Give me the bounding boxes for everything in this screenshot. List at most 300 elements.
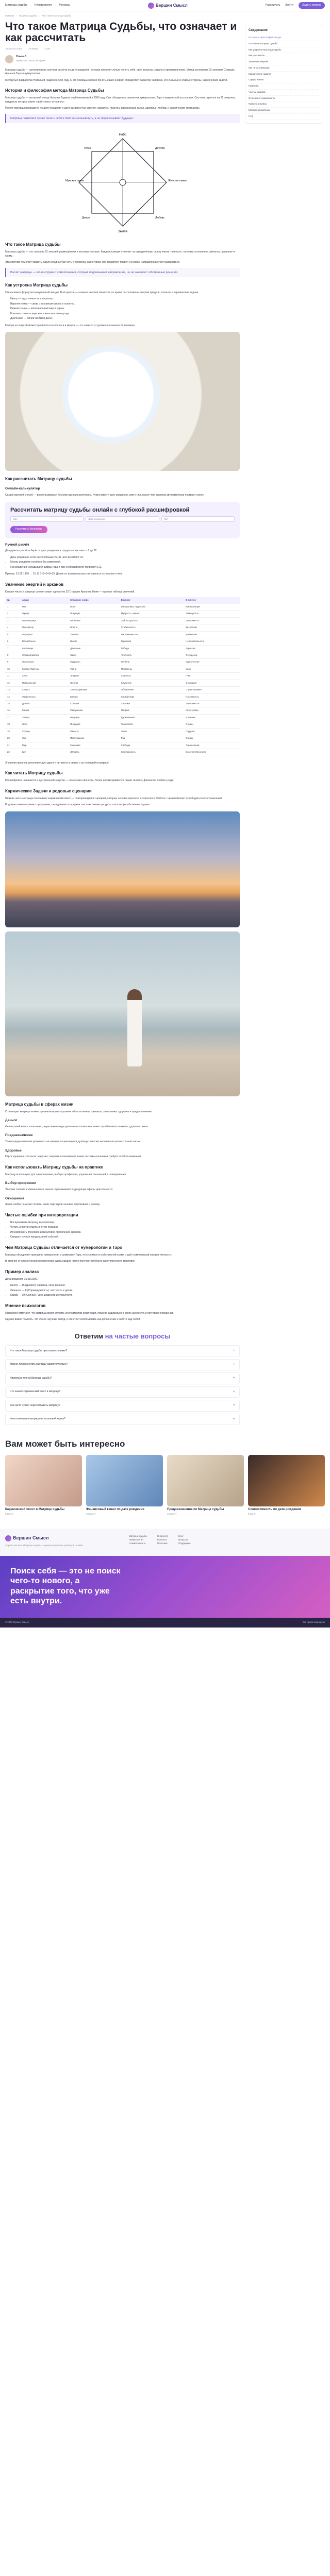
table-row	[5, 742, 240, 749]
paragraph: Эта система помогает увидеть, какие ресурсы уже есть у человека, какие уроки ему предстоит пройти и в каком направлении стоит развиваться.	[5, 261, 180, 264]
logo-text: Вершин Смысл	[155, 3, 188, 8]
table-cell: Колесо Фортуны	[20, 666, 68, 672]
read-time: 15 минут	[28, 47, 38, 50]
list-item: • Карма — 19 (Солнце): урок щедрости и открытости.	[10, 1294, 240, 1298]
paragraph: Пример: 15.08.1990 → 15, 8, 1+9+9+0=19. Далее по формулам рассчитываются остальные точки.	[5, 572, 123, 576]
breadcrumb-item[interactable]: Главная	[5, 14, 14, 17]
gender-select[interactable]: Пол	[161, 516, 235, 522]
diagram-label: Земля	[118, 230, 127, 234]
table-cell: Зависимость	[184, 617, 240, 624]
faq-question: Насколько точна Матрица судьбы?	[10, 1376, 52, 1380]
avatar	[5, 55, 13, 63]
paragraph: Энергии таланта и финансового канала подсказывают подходящие сферы деятельности.	[5, 1188, 113, 1192]
related-card[interactable]	[167, 1455, 244, 1516]
table-cell: Мир	[20, 742, 68, 749]
table-cell: Соблазн	[68, 701, 119, 707]
calculate-button[interactable]: Рассчитать бесплатно	[10, 526, 47, 533]
paragraph: Карта здоровья соотносит энергии с чакрами и показывает, какие системы организма требуют особого внимания.	[5, 1155, 142, 1159]
table-cell: 10	[5, 666, 20, 672]
sunset-photo	[5, 811, 240, 927]
section-heading: Как устроена Матрица судьбы	[5, 282, 68, 287]
paragraph: Нижняя часть матрицы показывает кармический хвост — повторяющиеся сценарии, которые человек приносит из прошлого. Работа с ними помогает освободиться от ограничений.	[5, 796, 223, 800]
table-header: №	[5, 597, 20, 603]
intro-paragraph: Метод был разработан Натальей Ладини в 2006 году. С его помощью можно понять, какие энергии определяют характер человека, его сильные и слабые стороны, кармические задачи.	[5, 78, 228, 82]
footer-logo[interactable]	[5, 1535, 119, 1542]
table-cell: Обновление	[119, 687, 184, 693]
table-cell: Одиночество	[184, 659, 240, 666]
list-item: • Читать энергии отдельно от их позиции.	[10, 1226, 240, 1230]
table-cell: Энергия	[68, 673, 119, 680]
paragraph: Расшифровка начинается с центральной энергии — это основа личности. Затем рассматриваются линии таланта, финансов, любви и рода.	[5, 779, 174, 783]
table-cell: Нерешительность	[184, 638, 240, 645]
arcana-table	[5, 597, 240, 756]
related-title: Вам может быть интересно	[5, 1439, 125, 1449]
table-cell: Иерофант	[20, 631, 68, 638]
copyright: © 2023 Вершин Смысл	[5, 1621, 29, 1624]
nav-item[interactable]: Нумерология	[34, 4, 52, 7]
section-heading: Чем Матрица Судьбы отличается от нумерологии и Таро	[5, 1245, 123, 1250]
toc-item[interactable]: История и философия метода	[249, 35, 319, 41]
toc-title: Содержание	[249, 29, 268, 32]
table-row	[5, 617, 240, 624]
table-cell: 8	[5, 652, 20, 658]
footer-about: Сервис расчёта Матрицы судьбы и нумерологических разборов онлайн.	[5, 1544, 84, 1547]
table-cell: 1	[5, 604, 20, 611]
table-cell: 19	[5, 728, 20, 735]
toc-item[interactable]: Значение энергий	[249, 59, 319, 65]
table-header: Аркан	[20, 597, 68, 603]
breadcrumb-sep: ›	[39, 14, 40, 17]
table-cell: 21	[5, 742, 20, 749]
table-row	[5, 749, 240, 756]
header-link[interactable]: Войти	[285, 4, 293, 7]
table-cell: Звезда	[20, 714, 68, 721]
subsection-heading: Деньги	[5, 1118, 17, 1123]
table-cell: Разрушение	[68, 707, 119, 714]
table-cell: 17	[5, 714, 20, 721]
table-cell: Перемены	[119, 666, 184, 672]
table-cell: Баланс	[68, 693, 119, 700]
table-cell: Лёгкость	[68, 749, 119, 756]
table-cell: Катастрофы	[184, 707, 240, 714]
table-cell: Вдохновение	[119, 714, 184, 721]
section-heading: Как рассчитать Матрицу судьбы	[5, 477, 72, 482]
related-card[interactable]	[86, 1455, 163, 1516]
header-actions	[266, 2, 325, 8]
faq-item[interactable]	[5, 1345, 240, 1357]
calculator-card	[5, 502, 240, 538]
section-heading: История и философия метода Матрица Судьбы	[5, 88, 104, 93]
toc-item[interactable]: Как устроена Матрица судьбы	[249, 47, 319, 54]
table-row	[5, 721, 240, 728]
birthdate-input[interactable]: Дата рождения	[86, 516, 159, 522]
table-cell: Честность	[119, 652, 184, 658]
table-cell: Инициатива, лидерство	[119, 604, 184, 611]
paragraph: Матрица судьбы — авторский метод Натальи Ладини, опубликованный в 2006 году. Она объединила знания из нумерологии, Таро и ведической астрологии. Система строится на 22 энергиях, каждая из которых имеет свой «плюс» и «минус».	[5, 96, 236, 104]
table-cell: Справедливость	[20, 652, 68, 658]
list-item: • Игнорировать плюсовое и минусовое проявление арканов.	[10, 1231, 240, 1235]
faq-question: Что значит кармический хвост в матрице?	[10, 1390, 61, 1394]
list-item: • Диагонали — линии любви и денег.	[10, 317, 240, 321]
calculator-row	[10, 516, 235, 522]
table-cell: 7	[5, 645, 20, 652]
table-cell: Движение	[68, 645, 119, 652]
footer-link[interactable]: О проекте	[157, 1535, 168, 1538]
table-cell: Победа	[119, 645, 184, 652]
table-cell: Безответственность	[184, 749, 240, 756]
table-cell: Свобода	[119, 742, 184, 749]
plus-icon: +	[233, 1389, 235, 1394]
legal-text: Все права защищены	[302, 1621, 325, 1624]
breadcrumb-current: Что такое Матрица судьбы	[42, 14, 72, 17]
table-cell: 6	[5, 638, 20, 645]
table-cell: Догматизм	[184, 631, 240, 638]
table-cell: Мудрость, знания	[119, 611, 184, 617]
table-cell: Умеренность	[20, 693, 68, 700]
toc-item[interactable]: Мнение психологов	[249, 108, 319, 114]
card-meta: 9 минут	[248, 1513, 257, 1516]
faq-item[interactable]	[5, 1414, 240, 1426]
table-cell: Агрессия	[184, 645, 240, 652]
faq-question: Можно ли рассчитать матрицу самостоятельно?	[10, 1363, 68, 1366]
table-row	[5, 735, 240, 742]
intro-paragraph: Матрица судьбы — эзотерическая система расчёта по дате рождения, которая помогает лучше понять себя, свои таланты, задачи и предназначение. Метод основан на 22 энергиях Старших Арканов Таро и нумерологии.	[5, 68, 235, 76]
main-nav	[5, 3, 70, 7]
paragraph: Точки предназначения указывают на личную, социальную и духовную миссию человека на разных этапах жизни.	[5, 1140, 141, 1144]
table-cell: Выбор	[68, 638, 119, 645]
header-link[interactable]: Рассчитать	[265, 4, 280, 7]
table-row	[5, 707, 240, 714]
table-row	[5, 666, 240, 672]
date: 10 августа 2023	[5, 47, 23, 50]
table-cell: Хаос	[184, 666, 240, 672]
table-cell: 12	[5, 680, 20, 686]
toc-item[interactable]: Сферы жизни	[249, 77, 319, 83]
faq-question: Что такое Матрица судьбы простыми словами?	[10, 1349, 67, 1352]
table-cell: Стагнация	[184, 680, 240, 686]
arcana-table-body	[5, 604, 240, 756]
table-cell: Власть	[68, 624, 119, 631]
table-cell: Влюблённые	[20, 638, 68, 645]
table-cell: Интуиция	[68, 611, 119, 617]
footer-link[interactable]: Вопросы	[178, 1538, 188, 1541]
toc-item[interactable]: Что такое Матрица судьбы	[249, 41, 319, 47]
subsection-heading: Здоровье	[5, 1148, 22, 1153]
paragraph: Расчёт матрицы проводится по дате рождения и даёт развёрнутую картину: характер, таланты, финансовый канал, здоровье, любовь и кармические программы.	[5, 107, 200, 110]
table-cell: Воля	[68, 604, 119, 611]
table-row	[5, 631, 240, 638]
article	[5, 11, 240, 1427]
plus-icon: +	[233, 1403, 235, 1408]
table-cell: Спонтанность	[119, 749, 184, 756]
table-cell: Повешенный	[20, 680, 68, 686]
beach-photo	[5, 931, 240, 1096]
table-cell: Харизма	[119, 701, 184, 707]
toc-item[interactable]: Как рассчитать	[249, 53, 319, 59]
list-item: • День рождения: если число больше 22, из него вычитают 22.	[10, 556, 240, 560]
list-item: • Воспринимать матрицу как приговор.	[10, 1221, 240, 1225]
table-cell: Гнев	[184, 673, 240, 680]
table-cell: Пассивность	[184, 693, 240, 700]
table-row	[5, 624, 240, 631]
paragraph: Родовые линии отражают программы, переданные от предков: как позитивные ресурсы, так и непроработанные задачи.	[5, 803, 151, 807]
diagram-label: Мужская линия	[65, 179, 84, 183]
table-cell: Жертва	[68, 680, 119, 686]
table-cell: Императрица	[20, 617, 68, 624]
author-name[interactable]: Ольга Л.	[16, 55, 27, 59]
table-cell: 18	[5, 721, 20, 728]
table-cell: Жрица	[20, 611, 68, 617]
table-row	[5, 645, 240, 652]
table-cell: Иллюзии	[184, 714, 240, 721]
diagram-label: Успех	[84, 147, 91, 150]
table-cell: 13	[5, 687, 20, 693]
table-cell: Пробуждение	[68, 735, 119, 742]
table-header: В плюсе	[119, 597, 184, 603]
section-heading: Частые ошибки при интерпретации	[5, 1212, 78, 1217]
plus-icon: +	[233, 1349, 235, 1353]
table-cell: Деспотизм	[184, 624, 240, 631]
notebook-photo	[5, 332, 240, 471]
plus-icon: +	[233, 1376, 235, 1380]
calculator-title: Рассчитать матрицу судьбы онлайн с глубокой расшифровкой	[10, 506, 190, 513]
table-cell: 16	[5, 707, 20, 714]
footer-link[interactable]: Матрица судьбы	[129, 1535, 147, 1538]
section-heading: Пример анализа	[5, 1269, 39, 1274]
card-meta: 10 минут	[86, 1513, 96, 1516]
footer-brand	[5, 1535, 119, 1550]
toc-item[interactable]: Как читать матрицу	[249, 65, 319, 72]
table-cell: 4	[5, 624, 20, 631]
site-logo[interactable]	[148, 3, 188, 9]
paragraph: Матрица судьбы — это схема из 22 энергий, размещённых в восьмиугольнике. Каждая позиция отвечает за определённую сферу жизни: личность, таланты, отношения, финансы, здоровье и карму.	[5, 250, 235, 258]
top-navigation	[0, 0, 330, 11]
table-row	[5, 701, 240, 707]
paragraph: Схема имеет форму восьмиугольной звезды. В её центре — главная энергия личности, по краям расположены энергии предков, таланты и кармические задачи.	[5, 291, 199, 294]
paragraph: В отличие от классической нумерологии, здесь каждое число получает глубокую архетипическую трактовку.	[5, 1260, 136, 1263]
table-cell: 3	[5, 617, 20, 624]
table-row	[5, 611, 240, 617]
faq-item[interactable]	[5, 1400, 240, 1412]
footer-link[interactable]: Нумерология	[129, 1538, 143, 1541]
table-cell: Прорыв	[119, 707, 184, 714]
nav-item[interactable]: Матрица судьбы	[5, 4, 27, 7]
diagram-label: Любовь	[155, 216, 164, 220]
example-list	[10, 1284, 240, 1298]
footer-link[interactable]: Политика	[157, 1541, 168, 1545]
table-row	[5, 687, 240, 693]
footer-link[interactable]: Блог	[178, 1535, 184, 1538]
page-title: Что такое Матрица Судьбы, что означает и как рассчитать	[5, 20, 237, 44]
table-cell: 11	[5, 673, 20, 680]
breadcrumb-item[interactable]: Матрица судьбы	[19, 14, 37, 17]
paragraph: Финансовый канал показывает, через какие виды деятельности человек может зарабатывать легко и с удовольствием.	[5, 1125, 148, 1128]
table-cell: Спокойствие	[119, 693, 184, 700]
related-card[interactable]	[5, 1455, 82, 1516]
table-cell: Луна	[20, 721, 68, 728]
callout: Расчёт матрицы — это инструмент самопознания, который подсказывает направление, но не заменяет собственные решения.	[5, 268, 240, 277]
paragraph: Психологи отмечают, что матрица может служить инструментом рефлексии, помогая задуматься о своих ценностях и паттернах поведения.	[5, 1311, 174, 1315]
list-item: • Финансы — 8 (Справедливость): честность в делах.	[10, 1289, 240, 1293]
name-input[interactable]: Имя	[10, 516, 84, 522]
table-of-contents	[245, 25, 322, 124]
list-item: • Верхняя точка — связь с духовным миром и таланты.	[10, 302, 240, 307]
faq-title	[5, 1331, 240, 1342]
list-item: • Центр — ядро личности и характер.	[10, 297, 240, 301]
toc-item[interactable]: Практика	[249, 83, 319, 90]
table-cell: Башня	[20, 707, 68, 714]
table-cell: 22	[5, 749, 20, 756]
footer-link[interactable]: Поддержка	[178, 1541, 191, 1545]
table-row	[5, 638, 240, 645]
diagram-label: Небо	[119, 133, 126, 137]
table-cell: Шут	[20, 749, 68, 756]
subsection-heading: Ручной расчёт	[5, 543, 30, 547]
related-card[interactable]	[248, 1455, 325, 1516]
callout: Матрица позволяет лучше понять себя и свой жизненный путь, а не предсказывает будущее.	[5, 114, 240, 123]
subsection-heading: Предназначение	[5, 1133, 33, 1138]
toc-item[interactable]: FAQ	[249, 114, 319, 120]
list-item: • Ожидать точных предсказаний событий.	[10, 1235, 240, 1240]
table-cell: 15	[5, 701, 20, 707]
toc-item[interactable]: Отличия от нумерологии	[249, 96, 319, 102]
table-cell: Император	[20, 624, 68, 631]
logo-icon	[148, 3, 154, 9]
logo-icon	[5, 1535, 11, 1541]
table-cell: Манипуляции	[184, 604, 240, 611]
page-layout	[0, 11, 330, 1427]
section-heading: Матрица судьбы в сферах жизни	[5, 1101, 74, 1107]
table-cell: Трансформация	[68, 687, 119, 693]
card-title: Кармический хвост в Матрице судьбы	[5, 1507, 64, 1511]
card-thumbnail	[248, 1455, 325, 1506]
related-section	[0, 1437, 330, 1516]
footer-column	[129, 1535, 147, 1550]
subsection-heading: Выбор профессии	[5, 1181, 37, 1185]
table-cell: Надежда	[68, 714, 119, 721]
faq-item[interactable]	[5, 1386, 240, 1398]
footer-links	[129, 1535, 325, 1550]
table-header-row	[5, 597, 240, 603]
matrix-diagram-svg	[63, 128, 187, 236]
paragraph: Матрица объединяет принципы нумерологии и символику Таро, но строится по собственной схеме и даёт комплексный портрет личности.	[5, 1253, 172, 1257]
toc-item[interactable]: Частые ошибки	[249, 90, 319, 96]
table-cell: Гордыня	[184, 728, 240, 735]
card-thumbnail	[5, 1455, 82, 1506]
table-header: Ключевое слово	[68, 597, 119, 603]
card-meta: 12 минут	[167, 1513, 177, 1516]
sub-footer	[0, 1618, 330, 1627]
list-item: • Год рождения: складывают цифры года и при необходимости приводят к 22.	[10, 566, 240, 570]
footer-logo-text: Вершин Смысл	[13, 1535, 49, 1541]
footer	[0, 1529, 330, 1556]
author-role: Нумеролог, автор методики	[16, 59, 46, 62]
nav-item[interactable]: Ресурсы	[59, 4, 71, 7]
footer-column	[157, 1535, 168, 1550]
structure-list	[10, 297, 240, 321]
breadcrumb	[5, 11, 240, 20]
card-thumbnail	[86, 1455, 163, 1506]
manual-list	[10, 556, 240, 570]
table-cell: Глубина	[119, 659, 184, 666]
section-heading: Значение энергий и арканов	[5, 582, 64, 587]
table-row	[5, 659, 240, 666]
paragraph: Матрицу используют для самопознания, выбора профессии, улучшения отношений и планирования.	[5, 1173, 127, 1176]
table-cell: Колесница	[20, 645, 68, 652]
table-cell: Творчество	[119, 721, 184, 728]
article-meta	[5, 47, 240, 51]
table-cell: Солнце	[20, 728, 68, 735]
table-cell: Забота, красота	[119, 617, 184, 624]
list-item: • Нижняя точка — материальный мир и карма.	[10, 307, 240, 311]
table-cell: Страх перемен	[184, 687, 240, 693]
footer-link[interactable]: Контакты	[157, 1538, 168, 1541]
table-cell: Страхи	[184, 721, 240, 728]
card-thumbnail	[167, 1455, 244, 1506]
paragraph: Дата рождения 15.08.1990.	[5, 1277, 38, 1281]
footer-link[interactable]: Совместимость	[129, 1541, 146, 1545]
table-cell: 20	[5, 735, 20, 742]
plus-icon: +	[233, 1417, 235, 1421]
faq-item[interactable]	[5, 1372, 240, 1384]
table-cell: Гармония	[119, 638, 184, 645]
list-item: • Месяц рождения остаётся без изменений.	[10, 561, 240, 565]
table-cell: Зависимости	[184, 701, 240, 707]
paragraph: Самый простой способ — воспользоваться бесплатным калькулятором. Нужно ввести дату рождения, имя и пол, после чего система автоматически построит схему.	[5, 494, 204, 497]
breadcrumb-sep: ›	[16, 14, 17, 17]
table-cell: Сила	[20, 673, 68, 680]
table-cell: Наставничество	[119, 631, 184, 638]
subsection-heading: Онлайн-калькулятор	[5, 487, 40, 491]
views: 1 345	[44, 47, 50, 50]
toc-item[interactable]: Кармические задачи	[249, 72, 319, 78]
ask-question-button[interactable]: Задать вопрос	[299, 2, 325, 8]
woman-figure	[127, 989, 142, 1066]
table-cell: Радость	[68, 728, 119, 735]
sidebar	[245, 11, 322, 1427]
footer-column	[178, 1535, 190, 1550]
table-cell: Учитель	[68, 631, 119, 638]
table-cell: Удача	[68, 666, 119, 672]
faq-question: Как часто нужно пересчитывать матрицу?	[10, 1403, 60, 1407]
table-cell: Изобилие	[68, 617, 119, 624]
table-cell: Смерть	[20, 687, 68, 693]
list-item: • Боковые точки — мужская и женская линии рода.	[10, 312, 240, 316]
table-cell: Интуиция	[68, 721, 119, 728]
table-cell: Осуждение	[184, 652, 240, 658]
table-cell: Мудрость	[68, 659, 119, 666]
card-title: Предназначение по Матрице судьбы	[167, 1507, 224, 1511]
toc-item[interactable]: Пример анализа	[249, 101, 319, 108]
section-heading: Кармические Задачи и родовые сценарии	[5, 788, 92, 793]
diagram-label: Детство	[155, 147, 164, 150]
list-item: • Центр — 15 (Дьявол): харизма, сила влияния.	[10, 1284, 240, 1288]
table-cell: Суд	[20, 735, 68, 742]
paragraph: Однако важно помнить, что это не научный метод, и его стоит использовать как дополнение к работе над собой.	[5, 1318, 141, 1321]
table-cell: Отшельник	[20, 659, 68, 666]
table-cell: Гармония	[68, 742, 119, 749]
table-row	[5, 693, 240, 700]
faq-item[interactable]	[5, 1359, 240, 1371]
table-cell: 5	[5, 631, 20, 638]
table-row	[5, 652, 240, 658]
table-row	[5, 604, 240, 611]
table-row	[5, 728, 240, 735]
card-meta: 8 минут	[5, 1513, 14, 1516]
table-cell: Маг	[20, 604, 68, 611]
author-block	[5, 55, 240, 63]
card-title: Совместимость по дате рождения	[248, 1507, 301, 1511]
